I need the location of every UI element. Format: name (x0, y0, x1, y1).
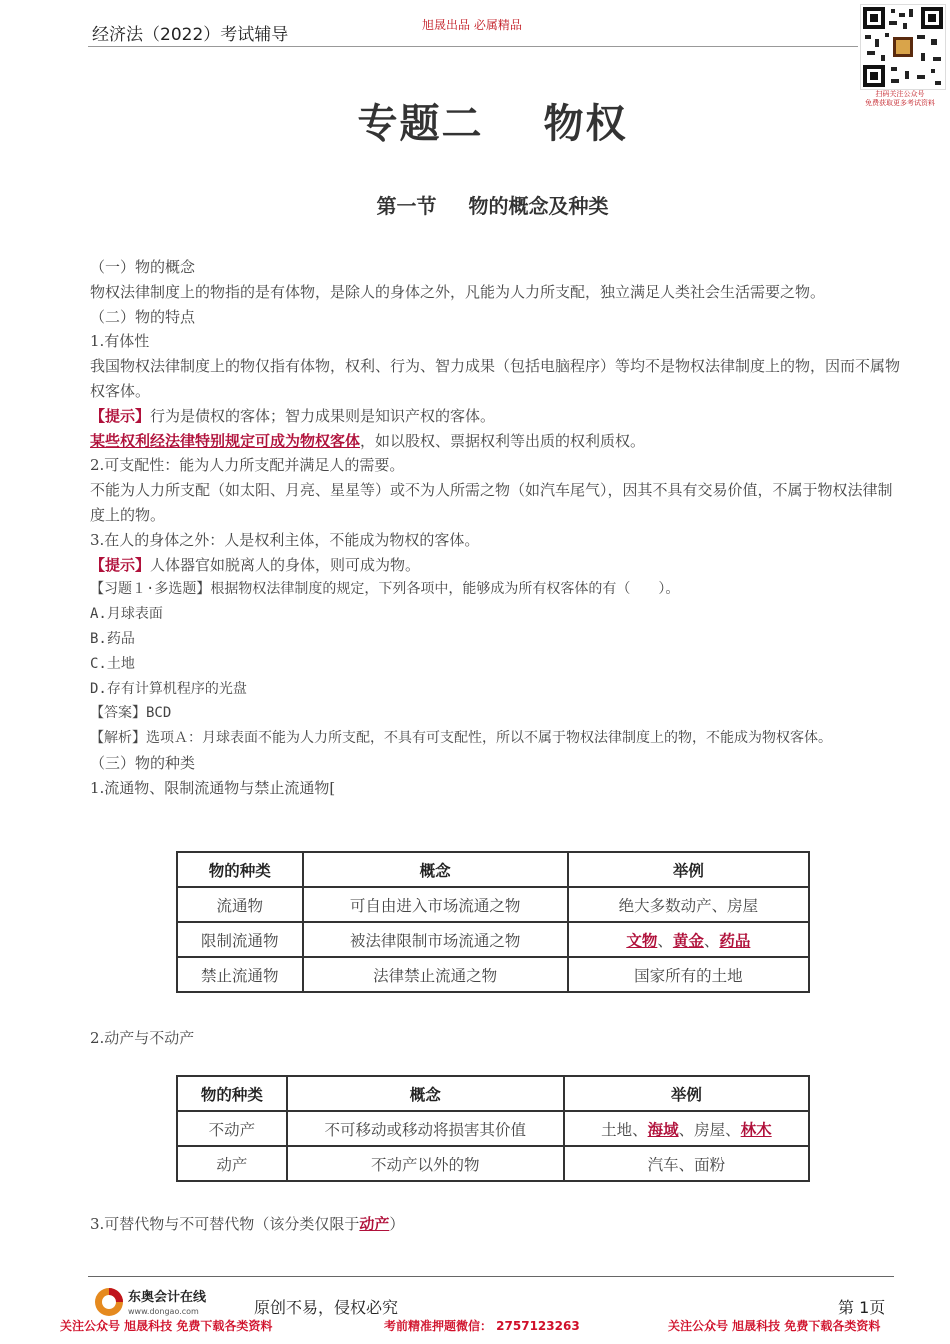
table-movable (176, 1075, 810, 1182)
column-header: 概念 (303, 852, 568, 887)
table-row (177, 1111, 809, 1146)
highlight-paragraph: 某些权利经法律特别规定可成为物权客体，如以股权、票据权利等出质的权利质权。 (90, 431, 646, 450)
dongao-logo (92, 1284, 232, 1320)
paragraph: 物权法律制度上的物指的是有体物，是除人的身体之外，凡能为人力所支配，独立满足人类社会生活需要之物。 (90, 282, 826, 301)
table-cell: 不动产以外的物 (287, 1146, 564, 1181)
footer-copyright: 原创不易，侵权必究 (254, 1298, 399, 1317)
table-cell-examples: 文物、黄金、药品 (568, 922, 809, 957)
body-content (90, 255, 900, 801)
table-cell: 不动产 (177, 1111, 287, 1146)
section-number: 第一节 (376, 194, 437, 218)
option-a: A.月球表面 (90, 606, 163, 623)
main-title (0, 92, 950, 149)
table-circulation (176, 851, 810, 993)
table-header-row (177, 1076, 809, 1111)
column-header: 物的种类 (177, 852, 303, 887)
main-title-part1: 专题二 (357, 101, 484, 147)
option-d: D.存有计算机程序的光盘 (90, 680, 247, 697)
subheading-fungible: 3.可替代物与不可替代物（该分类仅限于动产） (90, 1215, 405, 1233)
tip-label: 【提示】 (90, 406, 151, 425)
qr-code-image (860, 4, 946, 90)
table-cell: 动产 (177, 1146, 287, 1181)
answer: 【答案】BCD (90, 705, 172, 722)
page-number: 第 1页 (838, 1298, 886, 1317)
tip-paragraph: 【提示】人体器官如脱离人的身体，则可成为物。 (90, 555, 421, 574)
footer-promo-left: 关注公众号 旭晟科技 免费下载各类资料 (60, 1319, 273, 1333)
analysis: 【解析】选项Ａ：月球表面不能为人力所支配，不具有可支配性，所以不属于物权法律制度上的物，不能成为物权客体。 (90, 730, 832, 747)
option-c: C.土地 (90, 655, 135, 672)
table-cell: 国家所有的土地 (568, 957, 809, 992)
header-divider (88, 46, 858, 47)
heading-kinds: （三）物的种类 (90, 753, 196, 772)
highlight-text: 某些权利经法律特别规定可成为物权客体 (90, 431, 361, 450)
table-cell: 汽车、面粉 (564, 1146, 809, 1181)
subheading: 2.可支配性：能为人力所支配并满足人的需要。 (90, 456, 405, 475)
footer-promo-right: 关注公众号 旭晟科技 免费下载各类资料 (668, 1319, 881, 1333)
subheading-movable: 2.动产与不动产 (90, 1029, 195, 1047)
subheading: 1.有体性 (90, 332, 150, 351)
table-cell: 法律禁止流通之物 (303, 957, 568, 992)
table-header-row (177, 852, 809, 887)
table-row (177, 1146, 809, 1181)
table-row (177, 887, 809, 922)
table-cell: 被法律限制市场流通之物 (303, 922, 568, 957)
table-row (177, 922, 809, 957)
option-b: B.药品 (90, 630, 135, 647)
heading-concept: （一）物的概念 (90, 258, 196, 276)
table-cell: 禁止流通物 (177, 957, 303, 992)
svg-text:www.dongao.com: www.dongao.com (128, 1307, 199, 1316)
tip-label: 【提示】 (90, 555, 151, 574)
qr-caption: 扫码关注公众号 免费获取更多考试资料 (865, 90, 935, 107)
tip-paragraph: 【提示】行为是债权的客体；智力成果则是知识产权的客体。 (90, 406, 496, 425)
table-cell: 绝大多数动产、房屋 (568, 887, 809, 922)
table-cell: 限制流通物 (177, 922, 303, 957)
column-header: 物的种类 (177, 1076, 287, 1111)
section-title (0, 190, 950, 219)
header-doc-title: 经济法（2022）考试辅导 (92, 25, 289, 45)
column-header: 举例 (564, 1076, 809, 1111)
subheading: 3.在人的身体之外：人是权利主体，不能成为物权的客体。 (90, 530, 480, 549)
table-row (177, 957, 809, 992)
footer-divider (88, 1276, 894, 1277)
footer-promo-center: 考前精准押题微信： 2757123263 (384, 1319, 580, 1333)
table-cell: 可自由进入市场流通之物 (303, 887, 568, 922)
column-header: 举例 (568, 852, 809, 887)
question-stem: 【习题１·多选题】根据物权法律制度的规定，下列各项中，能够成为所有权客体的有（ ）。 (90, 581, 680, 598)
section-name: 物的概念及种类 (468, 194, 609, 218)
table-cell-examples: 土地、海域、房屋、林木 (564, 1111, 809, 1146)
heading-features: （二）物的特点 (90, 307, 196, 326)
header-slogan: 旭晟出品 必属精品 (422, 18, 522, 32)
table-cell: 不可移动或移动将损害其价值 (287, 1111, 564, 1146)
main-title-part2: 物权 (543, 101, 628, 147)
column-header: 概念 (287, 1076, 564, 1111)
table-cell: 流通物 (177, 887, 303, 922)
svg-text:东奥会计在线: 东奥会计在线 (128, 1290, 207, 1305)
paragraph: 不能为人力所支配（如太阳、月亮、星星等）或不为人所需之物（如汽车尾气），因其不具有交易价值，不属于物权法律制度上的物。 (90, 481, 893, 524)
subheading: 1.流通物、限制流通物与禁止流通物[ (90, 778, 336, 797)
paragraph: 我国物权法律制度上的物仅指有体物，权利、行为、智力成果（包括电脑程序）等均不是物权法律制度上的物，因而不属物权客体。 (90, 357, 901, 400)
